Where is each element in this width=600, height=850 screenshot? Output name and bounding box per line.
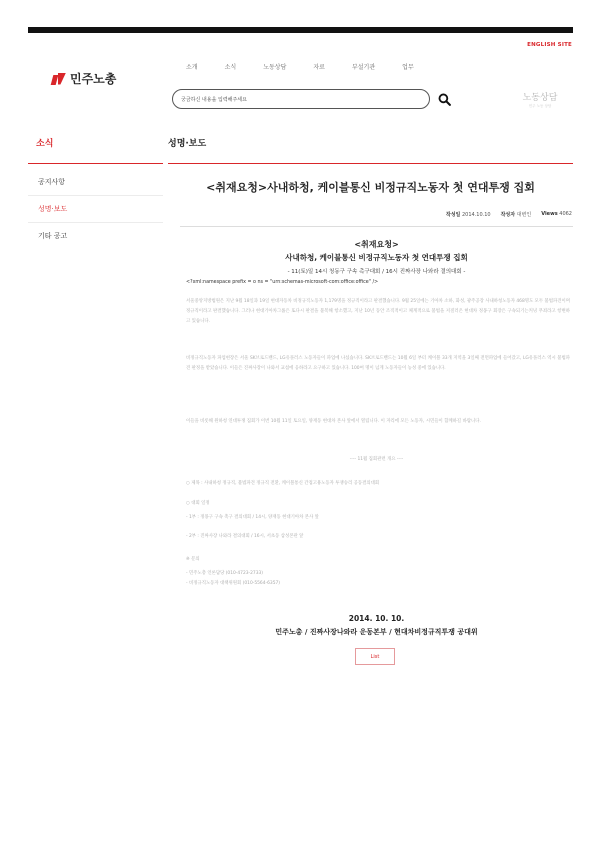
- body-line: - 2부 : 진짜사장 나와라 결의대회 / 16시, 서초동 삼성본관 앞: [186, 534, 304, 539]
- search-bar: [172, 89, 430, 109]
- body-line: ※ 문의: [186, 557, 200, 562]
- sidebar-separator: [28, 195, 163, 196]
- page-title: 성명·보도: [168, 139, 207, 149]
- writer-label: 작성자: [500, 212, 516, 218]
- search-icon[interactable]: [438, 93, 451, 106]
- view-count: 4062: [559, 211, 572, 217]
- logo-text: 민주노총: [70, 72, 117, 86]
- nav-item-about[interactable]: 소개: [186, 64, 198, 71]
- body-organization: 민주노총 / 진짜사장나와라 운동본부 / 현대차비정규직투쟁 공대위: [275, 628, 478, 636]
- logo-mark-icon: [52, 73, 67, 85]
- body-line: ○ 제목 : 사내하청 정규직, 불법파견 정규직 전환, 케이블통신 간접고용노동자 투쟁승리 공동결의대회: [186, 481, 380, 486]
- body-paragraph: 이들을 비롯해 원하청 연대투쟁 집회가 이번 10월 11일 토요일, 양재동 현대차 본사 앞에서 열립니다. 이 자리에 모든 노동자, 시민들이 함께하길 바랍니다.: [186, 419, 481, 424]
- post-writer: 대변인: [516, 212, 532, 218]
- nav-item-institutes[interactable]: 부설기관: [351, 64, 376, 71]
- date-label: 작성일: [445, 212, 461, 218]
- nav-item-work[interactable]: 업무: [402, 64, 414, 71]
- post-meta: [446, 211, 572, 218]
- sidebar-divider: [28, 163, 163, 164]
- body-date: 2014. 10. 10.: [348, 614, 405, 623]
- body-line: ○ 대회 일정: [186, 501, 210, 506]
- nav-item-consult[interactable]: 노동상담: [263, 64, 287, 71]
- english-site-link[interactable]: ENGLISH SITE: [527, 42, 572, 48]
- post-date: 2014.10.10: [461, 212, 491, 218]
- list-button[interactable]: List: [355, 648, 395, 665]
- views-label: Views: [541, 211, 558, 217]
- nav-item-news[interactable]: 소식: [224, 64, 237, 71]
- body-line: - 민주노총 언론담당 (010-4723-2733): [186, 571, 264, 576]
- body-paragraph: 비정규직노동자 파업현장은 서울 SK브로드밴드, LG유플러스 노동자들이 파업에 나섰습니다. SK브로드밴드는 10월 6일 부터 케이블 33개 지역을 3일째 전면파업에 들어갔고, LG유플러스 역시 불법파견 판정을 받았습니다. 이들은 진짜사장이 나와서 교섭에 응하라고 요구하고 있습니다. 100여 명이 넘게 노동자들이 농성 중에 있습니다.: [186, 356, 570, 371]
- body-paragraph: 서울중앙지방법원은 지난 9월 18일과 19일 현대자동차 비정규직노동자 1,179명을 정규직이라고 판결했습니다. 9월 25일에는 기아차 소하, 화성, 광주공장 사내하청노동자 468명도 모두 불법파견이며 정규직이라고 판결했습니다. 그러나 현대기아차그룹은 또다시 판결을 불복해 항소했고, 지난 10년 동안 조직적이고 체계적으로 불법을 저질러온 현대차 정몽구 회장은 구속되기는커녕 무죄라고 항변하고 있습니다.: [186, 299, 570, 324]
- main-nav: [186, 62, 441, 71]
- main-divider: [168, 163, 573, 164]
- site-logo[interactable]: [52, 70, 116, 87]
- sidebar-item-other-notices[interactable]: 기타 공고: [38, 232, 68, 240]
- consult-title: 노동상담: [522, 93, 558, 103]
- body-schedule-line: - 11(토)일 14시 청동구 구속 촉구대회 / 16시 진짜사장 나와라 결의대회 -: [287, 269, 466, 275]
- labor-consult-link[interactable]: [518, 90, 562, 109]
- sidebar-separator: [28, 222, 163, 223]
- body-xml-line: <?xml:namespace prefix = o ns = "urn:schemas-microsoft-com:office:office" />: [186, 280, 379, 285]
- top-bar: [28, 27, 573, 33]
- meta-divider: [180, 226, 573, 227]
- body-heading: <취재요청>: [354, 240, 399, 249]
- nav-item-resources[interactable]: 자료: [313, 64, 325, 71]
- body-subheading: 사내하청, 케이블통신 비정규직노동자 첫 연대투쟁 집회: [285, 253, 468, 262]
- body-line: - 비정규직노동자 대책위원회 (010-5564-6357): [186, 581, 280, 586]
- body-section-divider: ---- 11월 집회관련 개요 ----: [349, 457, 404, 462]
- body-line: - 1부 : 정몽구 구속 촉구 결의대회 / 14시, 양재동 현대기아차 본사 앞: [186, 515, 319, 520]
- post-title: <취재요청>사내하청, 케이블통신 비정규직노동자 첫 연대투쟁 집회: [206, 181, 535, 194]
- sidebar-title: 소식: [36, 139, 54, 149]
- sidebar-item-statements[interactable]: 성명·보도: [38, 205, 68, 213]
- consult-subtitle: 민주 노동 상담: [528, 104, 552, 108]
- search-input[interactable]: [181, 96, 411, 102]
- sidebar-item-notice[interactable]: 공지사항: [38, 178, 66, 186]
